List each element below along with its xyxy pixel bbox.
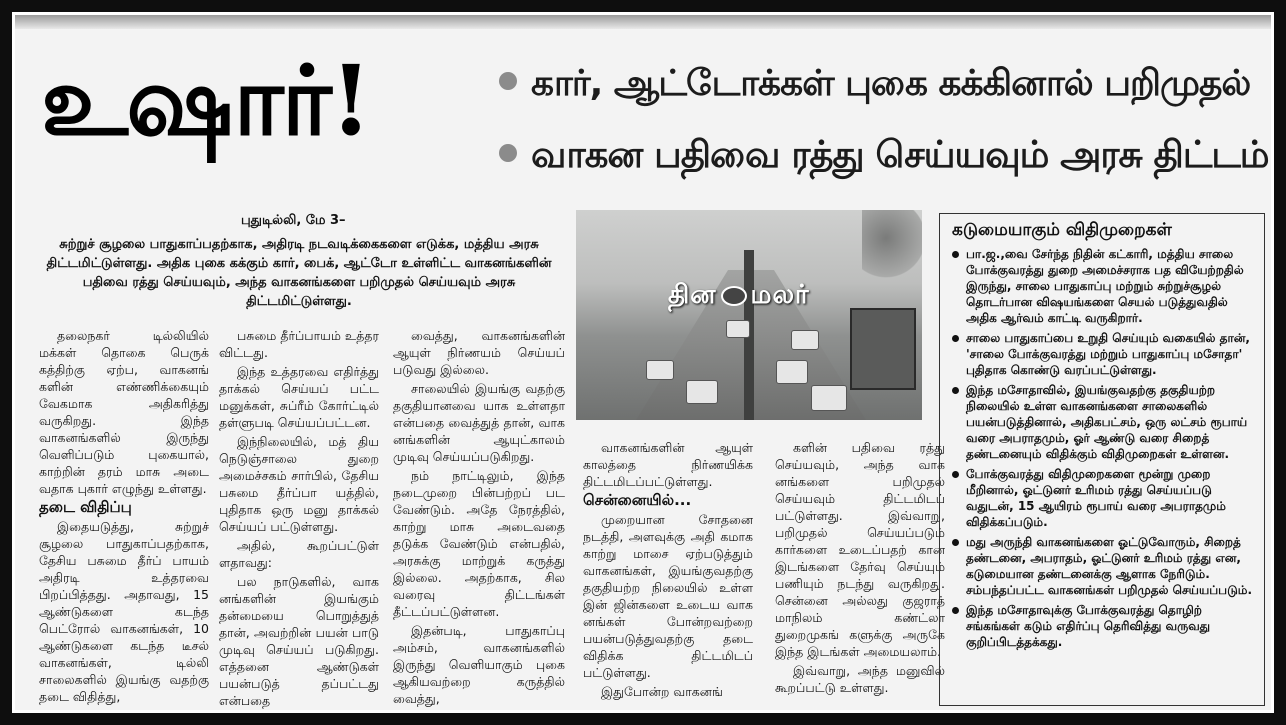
paragraph: வைத்து, வாகனங்களின் ஆயுள் நிர்ணயம் செய்யப் படுவது இல்லை.	[393, 328, 565, 377]
paragraph: இதையடுத்து, சுற்றுச் சூழலை பாதுகாப்பதற்காக, தேசிய பசுமை தீர்ப் பாயம் அதிரடி உத்தரவை பிறப்பித்தது. அதாவது, 15 ஆண்டுகளை கடந்த பெட்ரோல் வாகனங்கள், 10 ஆண்டுகளை கடந்த டீசல் வாகனங்கள், டில்லி சாலைகளில் இயங்கு வதற்கு தடை விதித்து,	[39, 519, 209, 704]
column-1	[39, 327, 209, 707]
subheading: தடை விதிப்பு	[39, 498, 132, 516]
headline-main: உஷார்!	[41, 44, 370, 157]
paragraph: களின் பதிவை ரத்து செய்யவும், அந்த வாக னங்களை பறிமுதல் செய்யவும் திட்டமிடப் பட்டுள்ளது. இவ்வாறு, பறிமுதல் செய்யப்படும் கார்களை உடைப்பதற் கான இடங்களை தேர்வு செய்யும் பணியும் நடந்து வருகிறது. சென்னை அல்லது குஜராத் மாநிலம் கண்ட்லா துறைமுகங் களுக்கு அருகே இந்த இடங்கள் அமையலாம்.	[775, 440, 945, 659]
paragraph: தலைநகர் டில்லியில் மக்கள் தொகை பெருக் கத்திற்கு ஏற்ப, வாகனங் களின் எண்ணிக்கையும் வேகமாக அதிகரித்து வருகிறது. இந்த வாகனங்களில் இருந்து வெளிப்படும் புகையால், காற்றின் தரம் மாசு அடை வதாக புகார் எழுந்து உள்ளது.	[39, 328, 209, 496]
bus-shape	[850, 308, 916, 390]
lead-paragraph: சுற்றுச் சூழலை பாதுகாப்பதற்காக, அதிரடி நடவடிக்கைகளை எடுக்க, மத்திய அரசு திட்டமிட்டுள்ளது. அதிக புகை கக்கும் கார், பைக், ஆட்டோ உள்ளிட்ட வாகனங்களின் பதிவை ரத்து செய்யவும், அந்த வாகனங்களை பறிமுதல் செய்யவும் அரசு திட்டமிட்டுள்ளது.	[46, 237, 552, 309]
globe-icon	[721, 286, 747, 306]
tree-shape	[862, 210, 922, 280]
paragraph: நம் நாட்டிலும், இந்த நடைமுறை பின்பற்றப் பட வேண்டும். அதே நேரத்தில், காற்று மாசு அடைவதை தடுக்க வேண்டும் என்பதில், அரசுக்கு மாற்றுக் கருத்து இல்லை. அதற்காக, சில வரைவு திட்டங்கள் தீட்டப்பட்டுள்ளன.	[393, 468, 565, 619]
dateline: புதுடில்லி, மே 3–	[241, 213, 346, 228]
newspaper-clipping	[12, 12, 1274, 713]
car-shape	[686, 380, 718, 404]
column-5	[775, 439, 945, 698]
paragraph: வாகனங்களின் ஆயுள் காலத்தை நிர்ணயிக்க திட்டமிடப்பட்டுள்ளது.	[583, 440, 753, 489]
bullet-icon	[499, 144, 517, 162]
column-4	[583, 439, 753, 702]
paragraph: இந்த உத்தரவை எதிர்த்து தாக்கல் செய்யப் பட்ட மனுக்கள், சுப்ரீம் கோர்ட்டில் தள்ளுபடி செய்யப்பட்டன.	[219, 364, 379, 430]
car-shape	[811, 385, 847, 411]
headline-line-1-text: கார், ஆட்டோக்கள் புகை கக்கினால் பறிமுதல்	[531, 63, 1251, 104]
sidebar-list	[952, 246, 1256, 650]
headline-line-2-text: வாகன பதிவை ரத்து செய்யவும் அரசு திட்டம்	[531, 133, 1269, 176]
paragraph: பல நாடுகளில், வாக னங்களின் இயங்கும் தன்மையை பொறுத்துத் தான், அவற்றின் பயன் பாடு முடிவு செய்யப் படுகிறது. எத்தனை ஆண்டுகள் பயன்படுத் தப்பட்டது என்பதை	[219, 574, 379, 708]
car-shape	[726, 320, 750, 338]
sidebar-list-item: இந்த மசோதாவுக்கு போக்குவரத்து தொழிற் சங்கங்கள் கடும் எதிர்ப்பு தெரிவித்து வருவது குறிப்பிடத்தக்கது.	[952, 602, 1256, 650]
top-strip	[15, 15, 1271, 29]
headline-line-1	[499, 63, 1250, 109]
column-2	[219, 327, 379, 711]
paragraph: சாலையில் இயங்கு வதற்கு தகுதியானவை யாக உள்ளதா என்பதை வைத்துத் தான், வாக னங்களின் ஆயுட்காலம் முடிவு செய்யப்படுகிறது.	[393, 381, 565, 464]
sidebar-list-item: இந்த மசோதாவில், இயங்குவதற்கு தகுதியற்ற நிலையில் உள்ள வாகனங்களை சாலைகளில் பயன்படுத்தினால், அதிகபட்சம், ஒரு லட்சம் ரூபாய் வரை அபராதமும், ஓர் ஆண்டு வரை சிறைத் தண்டனையும் விதிக்கும் விதிமுறைகள் உள்ளன.	[952, 382, 1256, 462]
car-shape	[776, 360, 808, 384]
paragraph: இவ்வாறு, அந்த மனுவில் கூறப்பட்டு உள்ளது.	[775, 663, 945, 695]
dinamalar-logo	[668, 280, 810, 313]
sidebar-list-item: பா.ஜ.,வை சேர்ந்த நிதின் கட்காரி, மத்திய சாலை போக்குவரத்து துறை அமைச்சராக பத வியேற்றதில் இருந்து, சாலை பாதுகாப்பு மற்றும் சுற்றுச்சூழல் தொடர்பான விஷயங்களை செயல் படுத்துவதில் அதிக ஆர்வம் காட்டி வருகிறார்.	[952, 246, 1256, 326]
paragraph: இந்நிலையில், மத் திய நெடுஞ்சாலை துறை அமைச்சகம் சார்பில், தேசிய பசுமை தீர்ப்பா யத்தில், புதிதாக ஒரு மனு தாக்கல் செய்யப் பட்டுள்ளது.	[219, 434, 379, 534]
logo-left-text: தின	[668, 280, 717, 310]
rules-sidebar-box	[939, 213, 1265, 706]
sidebar-list-item: சாலை பாதுகாப்பை உறுதி செய்யும் வகையில் தான், 'சாலை போக்குவரத்து மற்றும் பாதுகாப்பு மசோதா' புதிதாக கொண்டு வரப்பட்டுள்ளது.	[952, 330, 1256, 378]
traffic-photo	[576, 210, 922, 420]
headline-line-2	[499, 133, 1269, 181]
logo-right-text: மலர்	[750, 280, 810, 310]
paragraph: முறையான சோதனை நடத்தி, அளவுக்கு அதி கமாக காற்று மாசை ஏற்படுத்தும் வாகனங்கள், இயங்குவதற்கு தகுதியற்ற நிலையில் உள்ள இன் ஜின்களை உடைய வாக னங்கள் போன்றவற்றை பயன்படுத்துவதற்கு தடை விதிக்க திட்டமிடப் பட்டுள்ளது.	[583, 512, 753, 680]
sidebar-list-item: மது அருந்தி வாகனங்களை ஓட்டுவோரும், சிறைத் தண்டனை, அபராதம், ஓட்டுனர் உரிமம் ரத்து என, கடுமையான தண்டனைக்கு ஆளாக நேரிடும். சம்பந்தப்பட்ட வாகனங்கள் பறிமுதல் செய்யப்படும்.	[952, 534, 1256, 598]
subheading: சென்னையில்...	[583, 491, 692, 509]
car-shape	[791, 330, 819, 350]
bullet-icon	[499, 72, 517, 90]
column-3	[393, 327, 565, 709]
sidebar-list-item: போக்குவரத்து விதிமுறைகளை மூன்று முறை மீறினால், ஓட்டுனர் உரிமம் ரத்து செய்யப்படு வதுடன், 15 ஆயிரம் ரூபாய் வரை அபராதமும் விதிக்கப்படும்.	[952, 466, 1256, 530]
paragraph: பசுமை தீர்ப்பாயம் உத்தர விட்டது.	[219, 328, 379, 360]
sidebar-title: கடுமையாகும் விதிமுறைகள்	[952, 220, 1172, 240]
paragraph: இதுபோன்ற வாகனங்	[601, 684, 723, 699]
paragraph: அதில், கூறப்பட்டுள் ளதாவது:	[219, 538, 379, 570]
paragraph: இதன்படி, பாதுகாப்பு அம்சம், வாகனங்களில் இருந்து வெளியாகும் புகை ஆகியவற்றை கருத்தில் வைத்து,	[393, 623, 565, 706]
car-shape	[646, 360, 674, 380]
